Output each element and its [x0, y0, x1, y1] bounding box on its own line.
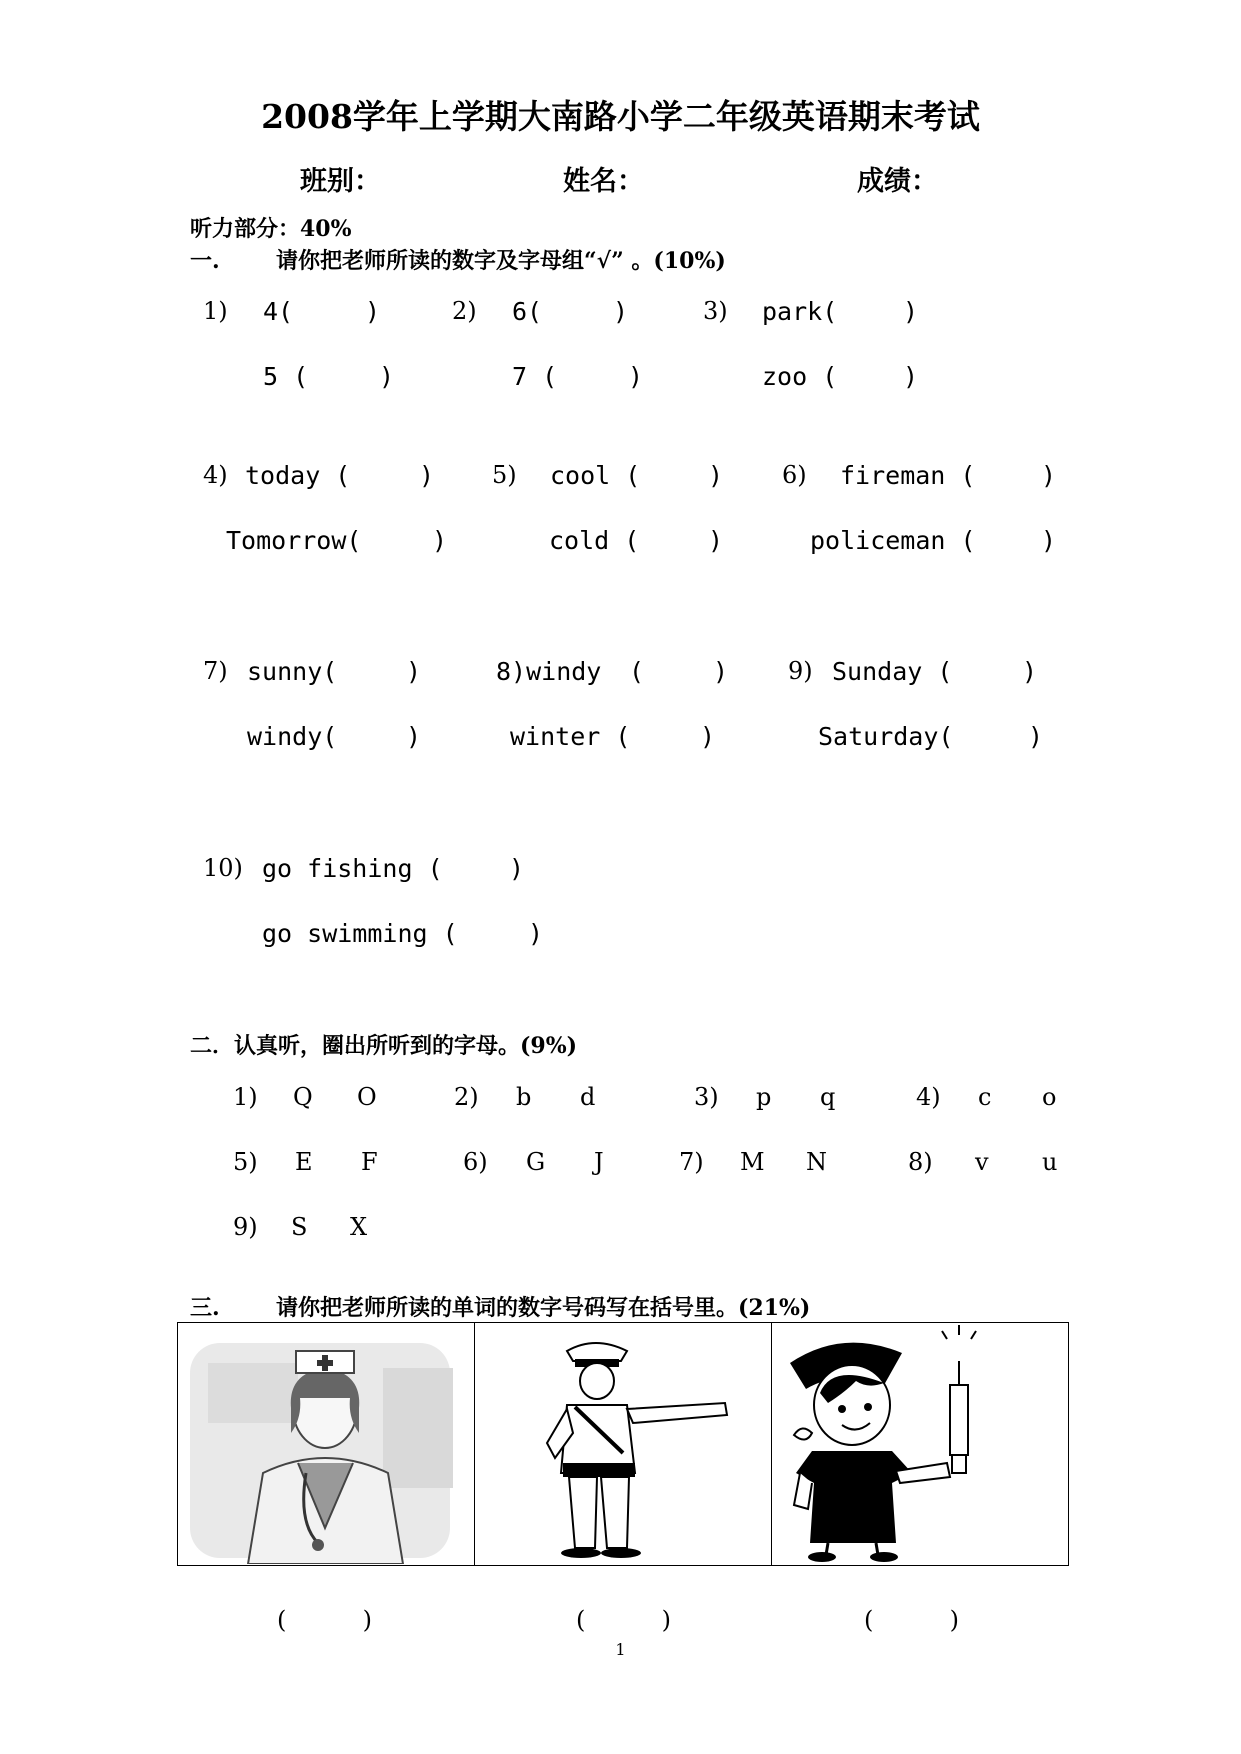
paren-close: ) — [700, 722, 716, 751]
paren-close: ) — [528, 919, 544, 948]
paren-close: ) — [1022, 657, 1038, 686]
letter-option: M — [740, 1148, 765, 1176]
letter-item-number: 1) — [233, 1083, 258, 1111]
letter-item-number: 5) — [233, 1148, 258, 1176]
item-option: cool ( — [550, 461, 641, 490]
picture-cell-policeman — [475, 1323, 772, 1565]
paren-close: ) — [613, 297, 629, 326]
section-1-instruction: 请你把老师所读的数字及字母组“√” 。(10%) — [276, 248, 726, 274]
item-number: 9) — [788, 657, 813, 685]
section-3-number: 三. — [190, 1295, 220, 1321]
item-number: 6) — [782, 461, 807, 489]
paren-close: ) — [1041, 461, 1057, 490]
item-option: policeman ( — [810, 526, 976, 555]
letter-option: E — [295, 1148, 313, 1176]
letter-option: v — [975, 1148, 989, 1176]
item-option: 5 ( — [263, 362, 309, 391]
item-number: 4) — [203, 461, 228, 489]
item-option: windy( — [247, 722, 338, 751]
paren-close: ) — [1041, 526, 1057, 555]
letter-option: o — [1042, 1083, 1057, 1111]
letter-option: Q — [293, 1083, 313, 1111]
letter-option: J — [594, 1148, 604, 1176]
section-1-number: 一. — [190, 248, 220, 274]
letter-item-number: 2) — [454, 1083, 479, 1111]
letter-option: q — [820, 1083, 836, 1111]
letter-option: u — [1042, 1148, 1058, 1176]
exam-title: 2008学年上学期大南路小学二年级英语期末考试 — [261, 97, 980, 136]
item-option: today ( — [245, 461, 351, 490]
name-label: 姓名： — [563, 166, 644, 197]
letter-item-number: 9) — [233, 1213, 258, 1241]
item-number: 7) — [203, 657, 228, 685]
paren-close: ) — [708, 461, 724, 490]
item-option: cold ( — [549, 526, 640, 555]
item-option: 7 ( — [512, 362, 558, 391]
picture-table — [177, 1322, 1069, 1566]
paren-close: ) — [406, 722, 422, 751]
section-3-instruction: 请你把老师所读的单词的数字号码写在括号里。(21%) — [276, 1295, 811, 1321]
page-number: 1 — [615, 1640, 626, 1659]
paren-close: ) — [365, 297, 381, 326]
answer-paren-2: ( ) — [576, 1606, 672, 1634]
item-number: 10) — [203, 854, 243, 882]
paren-close: ) — [1028, 722, 1044, 751]
paren-close: ) — [708, 526, 724, 555]
item-option: 4( — [263, 297, 294, 326]
policeman-illustration — [475, 1323, 770, 1564]
item-option: winter ( — [510, 722, 631, 751]
listening-section-label: 听力部分：40% — [190, 216, 352, 242]
item-option: Sunday ( — [832, 657, 953, 686]
paren-close: ) — [406, 657, 422, 686]
paren-close: ) — [628, 362, 644, 391]
item-number: 3) — [703, 297, 728, 325]
letter-option: X — [350, 1213, 368, 1241]
paren-close: ) — [419, 461, 435, 490]
item-option: fireman ( — [840, 461, 976, 490]
item-number: 2) — [452, 297, 477, 325]
item-option: sunny( — [247, 657, 338, 686]
letter-option: c — [978, 1083, 992, 1111]
doctor-illustration — [178, 1323, 473, 1564]
letter-option: F — [361, 1148, 378, 1176]
letter-option: G — [526, 1148, 546, 1176]
letter-option: S — [291, 1213, 308, 1241]
item-option: park( — [762, 297, 838, 326]
answer-paren-1: ( ) — [277, 1606, 373, 1634]
paren-close: ) — [713, 657, 729, 686]
paren-close: ) — [509, 854, 525, 883]
paren-close: ) — [903, 297, 919, 326]
letter-item-number: 4) — [916, 1083, 941, 1111]
item-option: zoo ( — [762, 362, 838, 391]
letter-option: p — [756, 1083, 772, 1111]
letter-option: N — [806, 1148, 827, 1176]
letter-item-number: 7) — [679, 1148, 704, 1176]
picture-cell-nurse — [772, 1323, 1068, 1565]
paren-close: ) — [432, 526, 448, 555]
paren-close: ) — [903, 362, 919, 391]
nurse-illustration — [772, 1323, 1066, 1564]
item-option: 6( — [512, 297, 543, 326]
item-number: 1) — [203, 297, 228, 325]
letter-option: d — [580, 1083, 596, 1111]
letter-option: O — [357, 1083, 377, 1111]
score-label: 成绩： — [857, 166, 938, 197]
section-2-instruction: 二．认真听，圈出所听到的字母。(9%) — [190, 1033, 578, 1059]
letter-item-number: 3) — [694, 1083, 719, 1111]
letter-item-number: 6) — [463, 1148, 488, 1176]
item-number: 8)windy — [496, 657, 602, 686]
letter-option: b — [516, 1083, 532, 1111]
item-option: Tomorrow( — [226, 526, 362, 555]
answer-paren-3: ( ) — [864, 1606, 960, 1634]
class-label: 班别： — [300, 166, 381, 197]
item-option: Saturday( — [818, 722, 954, 751]
item-option: ( — [629, 657, 645, 686]
item-number: 5) — [492, 461, 517, 489]
item-option: go swimming ( — [262, 919, 458, 948]
item-option: go fishing ( — [262, 854, 443, 883]
paren-close: ) — [379, 362, 395, 391]
picture-cell-doctor — [178, 1323, 475, 1565]
letter-item-number: 8) — [908, 1148, 933, 1176]
